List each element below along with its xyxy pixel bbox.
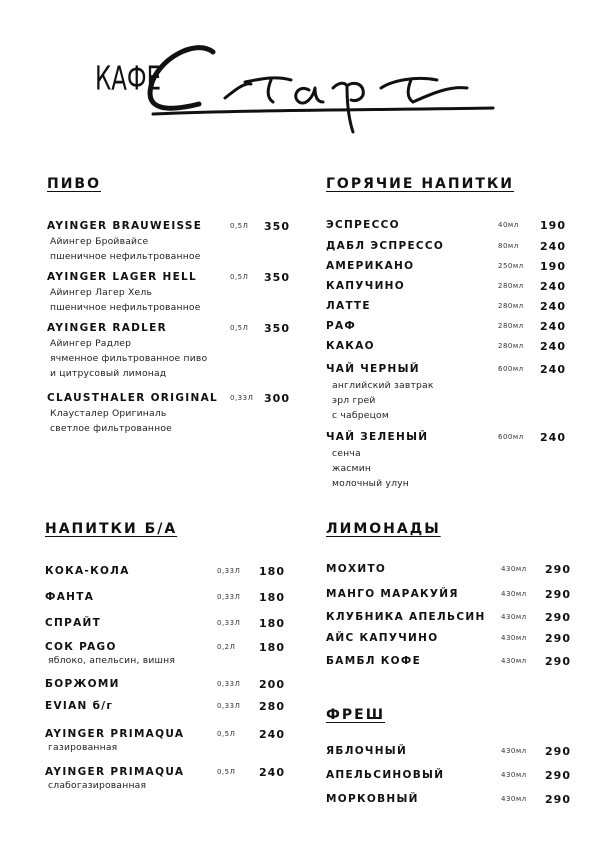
menu-item-price: 240 xyxy=(540,300,566,313)
menu-item-volume: 430мл xyxy=(501,613,527,621)
menu-item-name: АПЕЛЬСИНОВЫЙ xyxy=(326,769,445,781)
menu-item-description: ячменное фильтрованное пиво xyxy=(50,353,208,364)
menu-item-price: 290 xyxy=(545,745,571,758)
menu-item-price: 240 xyxy=(540,320,566,333)
menu-item-description: яблоко, апельсин, вишня xyxy=(48,655,176,666)
menu-item-price: 180 xyxy=(259,565,285,578)
menu-item-price: 290 xyxy=(545,611,571,624)
menu-item-volume: 0,5Л xyxy=(230,222,249,230)
menu-item-volume: 0,33Л xyxy=(230,394,254,402)
section-title: ГОРЯЧИЕ НАПИТКИ xyxy=(326,176,515,192)
menu-item-volume: 0,2Л xyxy=(217,643,236,651)
menu-item-name: ЛАТТЕ xyxy=(326,300,371,312)
menu-item-name: AYINGER RADLER xyxy=(47,322,168,334)
menu-item-description: пшеничное нефильтрованное xyxy=(50,251,201,262)
menu-item-name: МОХИТО xyxy=(326,563,387,575)
logo-script-start xyxy=(150,48,493,132)
menu-item-name: КАПУЧИНО xyxy=(326,280,405,292)
menu-item-name: AYINGER BRAUWEISSE xyxy=(47,220,203,232)
menu-item-name: РАФ xyxy=(326,320,357,332)
menu-item-description: слабогазированная xyxy=(48,780,147,791)
menu-item-description: пшеничное нефильтрованное xyxy=(50,302,201,313)
menu-item-volume: 280мл xyxy=(498,342,524,350)
menu-item-volume: 600мл xyxy=(498,433,524,441)
menu-item-volume: 430мл xyxy=(501,565,527,573)
menu-item-description: молочный улун xyxy=(332,478,409,489)
menu-item-name: CLAUSTHALER ORIGINAL xyxy=(47,392,219,404)
menu-item-name: КЛУБНИКА АПЕЛЬСИН xyxy=(326,611,486,623)
menu-item-price: 240 xyxy=(259,728,285,741)
menu-item-price: 240 xyxy=(259,766,285,779)
menu-item-name: АМЕРИКАНО xyxy=(326,260,415,272)
menu-item-description: Айингер Радлер xyxy=(50,338,132,349)
menu-item-price: 240 xyxy=(540,363,566,376)
menu-item-volume: 430мл xyxy=(501,590,527,598)
menu-item-name: ФАНТА xyxy=(45,591,95,603)
menu-item-price: 240 xyxy=(540,280,566,293)
menu-item-price: 240 xyxy=(540,431,566,444)
menu-item-price: 290 xyxy=(545,769,571,782)
menu-item-name: АЙС КАПУЧИНО xyxy=(326,632,439,644)
menu-item-name: AYINGER PRIMAQUA xyxy=(45,728,185,740)
menu-item-price: 190 xyxy=(540,219,566,232)
menu-item-description: английский завтрак xyxy=(332,380,434,391)
menu-item-price: 290 xyxy=(545,632,571,645)
menu-item-name: СОК PAGO xyxy=(45,641,117,653)
menu-item-volume: 250мл xyxy=(498,262,524,270)
menu-item-price: 180 xyxy=(259,591,285,604)
cafe-logo xyxy=(95,42,500,134)
menu-item-description: Айингер Лагер Хель xyxy=(50,287,153,298)
menu-item-volume: 0,5Л xyxy=(217,768,236,776)
menu-item-description: с чабрецом xyxy=(332,410,389,421)
menu-item-price: 190 xyxy=(540,260,566,273)
menu-item-volume: 0,5Л xyxy=(230,273,249,281)
menu-item-name: СПРАЙТ xyxy=(45,617,102,629)
menu-item-volume: 600мл xyxy=(498,365,524,373)
menu-item-price: 350 xyxy=(264,271,290,284)
menu-item-volume: 280мл xyxy=(498,322,524,330)
menu-item-price: 180 xyxy=(259,641,285,654)
menu-item-name: EVIAN б/г xyxy=(45,700,114,712)
logo-prefix: КАФЕ xyxy=(95,59,162,98)
menu-item-volume: 0,33Л xyxy=(217,593,241,601)
menu-item-price: 180 xyxy=(259,617,285,630)
menu-item-name: ЧАЙ ЗЕЛЕНЫЙ xyxy=(326,431,429,443)
menu-item-volume: 280мл xyxy=(498,282,524,290)
menu-item-volume: 430мл xyxy=(501,771,527,779)
menu-item-volume: 0,5Л xyxy=(230,324,249,332)
menu-item-name: БАМБЛ КОФЕ xyxy=(326,655,422,667)
menu-item-price: 350 xyxy=(264,322,290,335)
menu-item-description: Клаусталер Оригиналь xyxy=(50,408,167,419)
menu-item-name: ЯБЛОЧНЫЙ xyxy=(326,745,408,757)
menu-item-volume: 80мл xyxy=(498,242,519,250)
menu-item-description: сенча xyxy=(332,448,361,459)
menu-item-price: 290 xyxy=(545,588,571,601)
menu-item-description: жасмин xyxy=(332,463,372,474)
menu-item-volume: 430мл xyxy=(501,795,527,803)
menu-item-name: ЧАЙ ЧЕРНЫЙ xyxy=(326,363,420,375)
menu-item-volume: 0,33Л xyxy=(217,680,241,688)
menu-item-price: 350 xyxy=(264,220,290,233)
menu-item-name: КАКАО xyxy=(326,340,375,352)
menu-item-description: светлое фильтрованное xyxy=(50,423,172,434)
menu-item-name: ЭСПРЕССО xyxy=(326,219,400,231)
menu-item-name: AYINGER LAGER HELL xyxy=(47,271,198,283)
menu-item-description: Айингер Бройвайсе xyxy=(50,236,149,247)
section-title: ЛИМОНАДЫ xyxy=(326,521,441,537)
section-title: НАПИТКИ Б/А xyxy=(45,521,178,537)
menu-item-name: AYINGER PRIMAQUA xyxy=(45,766,185,778)
menu-item-name: БОРЖОМИ xyxy=(45,678,120,690)
section-title: ФРЕШ xyxy=(326,707,386,723)
menu-item-volume: 430мл xyxy=(501,634,527,642)
section-title: ПИВО xyxy=(47,176,102,192)
menu-item-name: МОРКОВНЫЙ xyxy=(326,793,419,805)
menu-item-price: 290 xyxy=(545,655,571,668)
menu-item-volume: 40мл xyxy=(498,221,519,229)
menu-item-description: газированная xyxy=(48,742,118,753)
menu-item-price: 240 xyxy=(540,340,566,353)
menu-item-volume: 430мл xyxy=(501,747,527,755)
menu-item-volume: 280мл xyxy=(498,302,524,310)
menu-item-description: эрл грей xyxy=(332,395,376,406)
menu-item-description: и цитрусовый лимонад xyxy=(50,368,167,379)
menu-item-volume: 0,5Л xyxy=(217,730,236,738)
menu-item-price: 200 xyxy=(259,678,285,691)
menu-item-name: КОКА-КОЛА xyxy=(45,565,130,577)
menu-item-price: 300 xyxy=(264,392,290,405)
menu-item-price: 290 xyxy=(545,563,571,576)
menu-item-name: МАНГО МАРАКУЙЯ xyxy=(326,588,459,600)
menu-item-volume: 0,33Л xyxy=(217,567,241,575)
menu-item-price: 240 xyxy=(540,240,566,253)
menu-item-name: ДАБЛ ЭСПРЕССО xyxy=(326,240,445,252)
menu-item-volume: 430мл xyxy=(501,657,527,665)
menu-item-volume: 0,33Л xyxy=(217,619,241,627)
menu-item-volume: 0,33Л xyxy=(217,702,241,710)
menu-item-price: 280 xyxy=(259,700,285,713)
menu-item-price: 290 xyxy=(545,793,571,806)
